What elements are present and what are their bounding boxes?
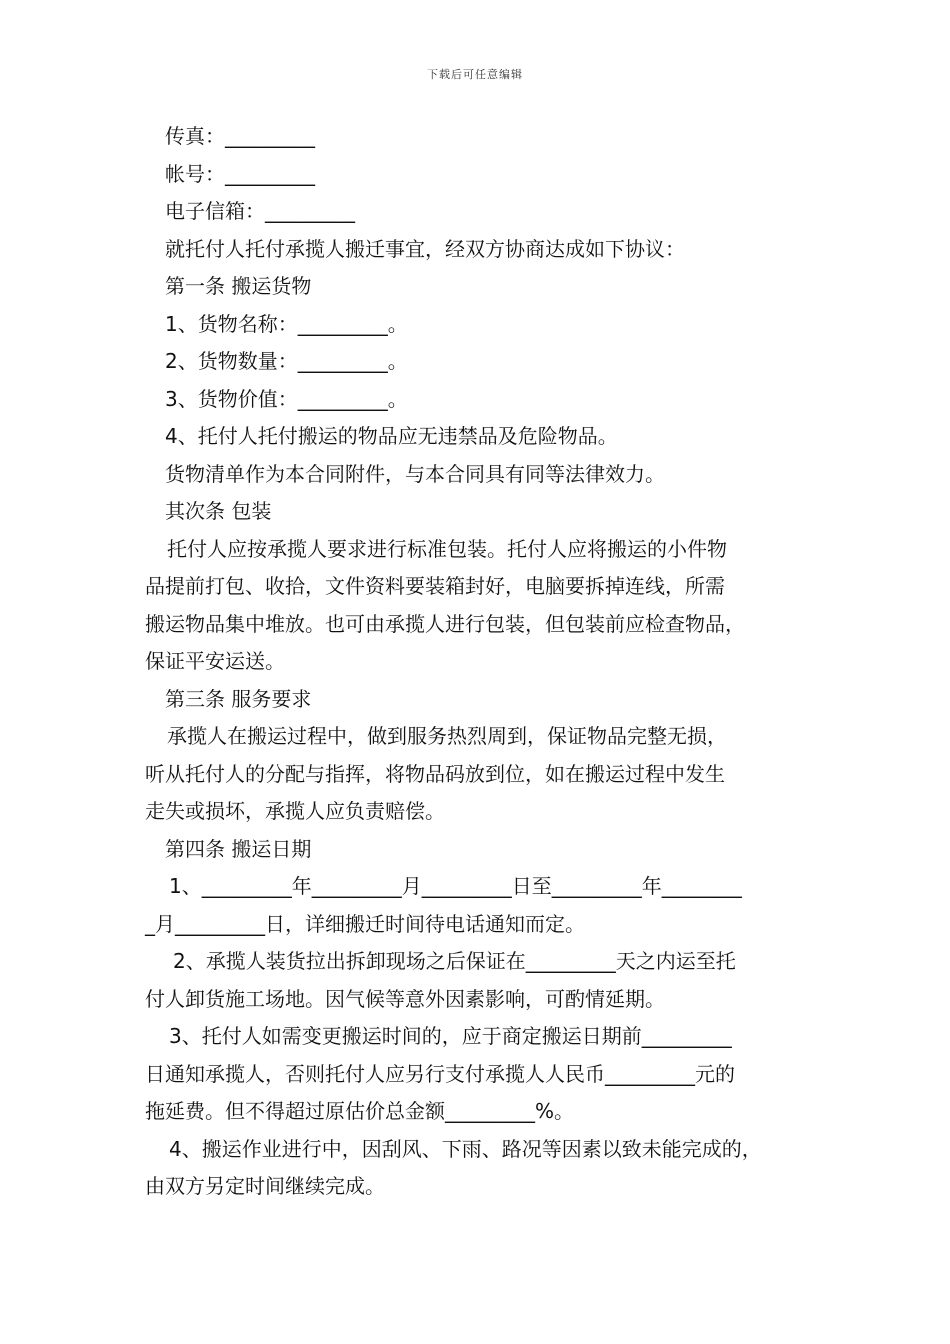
fax-line: 传真：_________	[165, 124, 315, 148]
article-1-heading: 第一条 搬运货物	[165, 274, 312, 298]
date-clause-line: _月_________日，详细搬迁时间待电话通知而定。	[145, 911, 585, 936]
packing-paragraph-line: 保证平安运送。	[145, 649, 285, 673]
change-clause-line: 拖延费。但不得超过原估价总金额_________%。	[145, 1099, 575, 1123]
account-line: 帐号：_________	[165, 161, 315, 186]
packing-paragraph-line: 搬运物品集中堆放。也可由承揽人进行包装，但包装前应检查物品，	[145, 611, 745, 636]
email-line: 电子信箱：_________	[165, 199, 355, 223]
delivery-clause-line: 2、承揽人装货拉出拆卸现场之后保证在_________天之内运至托	[173, 949, 736, 973]
goods-list-line: 货物清单作为本合同附件，与本合同具有同等法律效力。	[165, 461, 665, 486]
article-4-heading: 第四条 搬运日期	[165, 836, 312, 861]
contract-body	[145, 118, 825, 1206]
service-paragraph-line: 承揽人在搬运过程中，做到服务热烈周到，保证物品完整无损，	[167, 724, 727, 748]
goods-name-line: 1、货物名称：_________。	[165, 311, 408, 336]
packing-paragraph-line: 托付人应按承揽人要求进行标准包装。托付人应将搬运的小件物	[167, 536, 727, 561]
weather-clause-line: 4、搬运作业进行中，因刮风、下雨、路况等因素以致未能完成的，	[169, 1136, 762, 1161]
goods-value-line: 3、货物价值：_________。	[165, 386, 408, 411]
change-clause-line: 3、托付人如需变更搬运时间的，应于商定搬运日期前_________	[169, 1024, 732, 1048]
prohibited-items-line: 4、托付人托付搬运的物品应无违禁品及危险物品。	[165, 424, 618, 448]
article-2-heading: 其次条 包装	[165, 499, 272, 523]
agreement-intro: 就托付人托付承揽人搬迁事宜，经双方协商达成如下协议：	[165, 236, 685, 261]
goods-quantity-line: 2、货物数量：_________。	[165, 349, 408, 373]
packing-paragraph-line: 品提前打包、收拾，文件资料要装箱封好，电脑要拆掉连线，所需	[145, 574, 725, 598]
article-3-heading: 第三条 服务要求	[165, 686, 312, 711]
service-paragraph-line: 听从托付人的分配与指挥，将物品码放到位，如在搬运过程中发生	[145, 761, 725, 786]
date-clause-line: 1、_________年_________月_________日至_________年________	[169, 874, 742, 898]
change-clause-line: 日通知承揽人，否则托付人应另行支付承揽人人民币_________元的	[145, 1061, 735, 1086]
delivery-clause-line: 付人卸货施工场地。因气候等意外因素影响，可酌情延期。	[145, 986, 665, 1011]
service-paragraph-line: 走失或损坏，承揽人应负责赔偿。	[145, 799, 445, 823]
page-header-note: 下载后可任意编辑	[427, 68, 523, 81]
weather-clause-line: 由双方另定时间继续完成。	[145, 1174, 385, 1198]
